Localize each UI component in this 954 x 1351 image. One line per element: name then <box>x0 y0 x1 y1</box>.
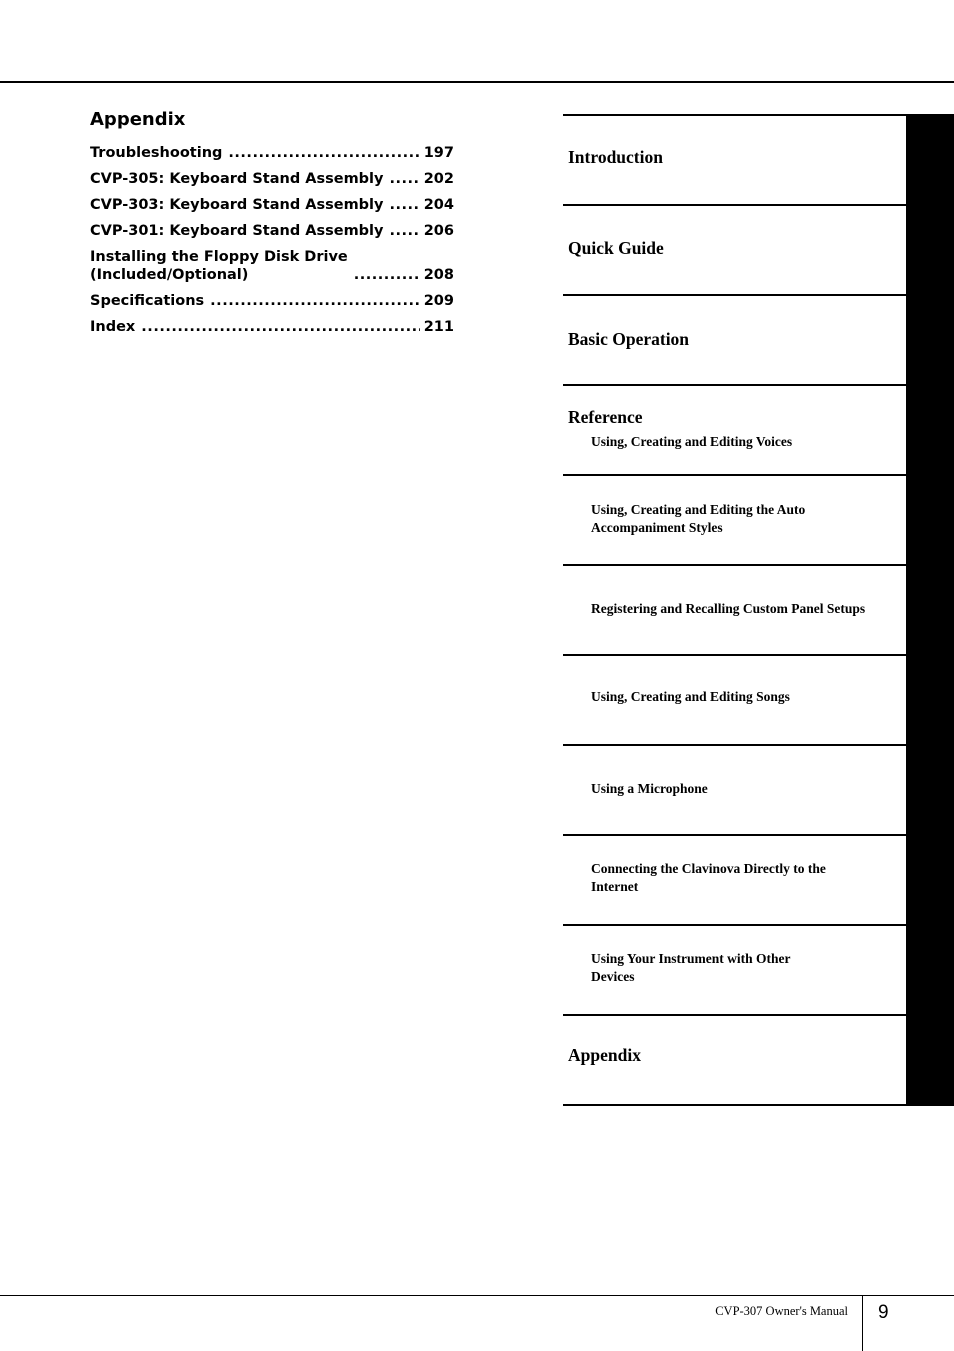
tab-internet[interactable] <box>563 834 954 924</box>
tab-sublabel: Using a Microphone <box>591 781 708 796</box>
toc-entry-page: 202 <box>423 171 454 187</box>
thumb-tab <box>906 746 954 834</box>
tab-sublabel-line1: Using, Creating and Editing the Auto <box>591 502 806 517</box>
tab-other-devices[interactable] <box>563 924 954 1014</box>
tab-introduction[interactable] <box>563 114 954 204</box>
appendix-toc <box>90 140 454 336</box>
toc-entry-page: 197 <box>423 145 454 161</box>
toc-entry-specifications[interactable] <box>90 292 454 310</box>
tab-sublabel-line2: Devices <box>591 969 635 984</box>
toc-entry-index[interactable] <box>90 318 454 336</box>
footer-rule <box>0 1295 954 1296</box>
toc-entry-title: Index <box>90 319 136 335</box>
dot-leader <box>141 318 419 336</box>
section-tab-index <box>563 114 954 1106</box>
tab-label: Appendix <box>568 1045 641 1065</box>
toc-entry-cvp301-stand[interactable] <box>90 222 454 240</box>
toc-entry-title: CVP-301: Keyboard Stand Assembly <box>90 223 384 239</box>
tab-label: Basic Operation <box>568 329 690 349</box>
dot-leader <box>389 222 419 240</box>
toc-entry-page: 209 <box>423 293 454 309</box>
dot-leader <box>389 196 419 214</box>
tab-sublabel: Using, Creating and Editing Voices <box>591 434 793 449</box>
toc-entry-title <box>90 248 348 284</box>
tab-label: Quick Guide <box>568 238 664 258</box>
toc-entry-title: Troubleshooting <box>90 145 223 161</box>
thumb-tab <box>906 116 954 204</box>
toc-entry-troubleshooting[interactable] <box>90 144 454 162</box>
page-number: 9 <box>878 1302 889 1323</box>
tab-sublabel-line2: Internet <box>591 879 639 894</box>
tab-quick-guide[interactable] <box>563 204 954 294</box>
thumb-tab <box>906 656 954 744</box>
toc-entry-page: 211 <box>423 319 454 335</box>
tab-songs[interactable] <box>563 654 954 744</box>
tab-basic-operation[interactable] <box>563 294 954 384</box>
tab-reference-voices[interactable] <box>563 384 954 474</box>
tab-appendix[interactable] <box>563 1014 954 1106</box>
thumb-tab <box>906 1016 954 1106</box>
tab-sublabel-line1: Connecting the Clavinova Directly to the <box>591 861 826 876</box>
tab-sublabel <box>591 950 891 986</box>
toc-entry-title-line1: Installing the Floppy Disk Drive <box>90 249 348 265</box>
toc-entry-title: Specifications <box>90 293 205 309</box>
toc-entry-title-line2: (Included/Optional) <box>90 267 249 283</box>
toc-entry-page: 206 <box>423 223 454 239</box>
thumb-tab <box>906 386 954 474</box>
appendix-heading: Appendix <box>90 109 186 130</box>
tab-styles[interactable] <box>563 474 954 564</box>
thumb-tab <box>906 926 954 1014</box>
toc-entry-floppy-disk-drive[interactable] <box>90 248 454 284</box>
manual-name: CVP-307 Owner's Manual <box>715 1304 848 1318</box>
tab-registration[interactable] <box>563 564 954 654</box>
tab-sublabel <box>591 501 891 537</box>
thumb-tab <box>906 836 954 924</box>
tab-sublabel <box>591 860 891 896</box>
tab-sublabel: Registering and Recalling Custom Panel Setups <box>591 601 866 616</box>
dot-leader <box>389 170 419 188</box>
thumb-tab <box>906 206 954 294</box>
tab-sublabel: Using, Creating and Editing Songs <box>591 689 790 704</box>
thumb-tab <box>906 566 954 654</box>
tab-label: Reference <box>568 407 643 427</box>
thumb-tab <box>906 476 954 564</box>
dot-leader <box>210 292 420 310</box>
tab-microphone[interactable] <box>563 744 954 834</box>
toc-entry-cvp305-stand[interactable] <box>90 170 454 188</box>
tab-label: Introduction <box>568 147 663 167</box>
toc-entry-cvp303-stand[interactable] <box>90 196 454 214</box>
toc-entry-title: CVP-305: Keyboard Stand Assembly <box>90 171 384 187</box>
toc-entry-page: 208 <box>423 267 454 283</box>
footer-divider <box>862 1296 863 1351</box>
dot-leader <box>354 266 420 284</box>
thumb-tab <box>906 296 954 384</box>
toc-entry-page: 204 <box>423 197 454 213</box>
top-rule <box>0 81 954 83</box>
tab-sublabel-line1: Using Your Instrument with Other <box>591 951 791 966</box>
tab-sublabel-line2: Accompaniment Styles <box>591 520 723 535</box>
dot-leader <box>228 144 419 162</box>
toc-entry-title: CVP-303: Keyboard Stand Assembly <box>90 197 384 213</box>
